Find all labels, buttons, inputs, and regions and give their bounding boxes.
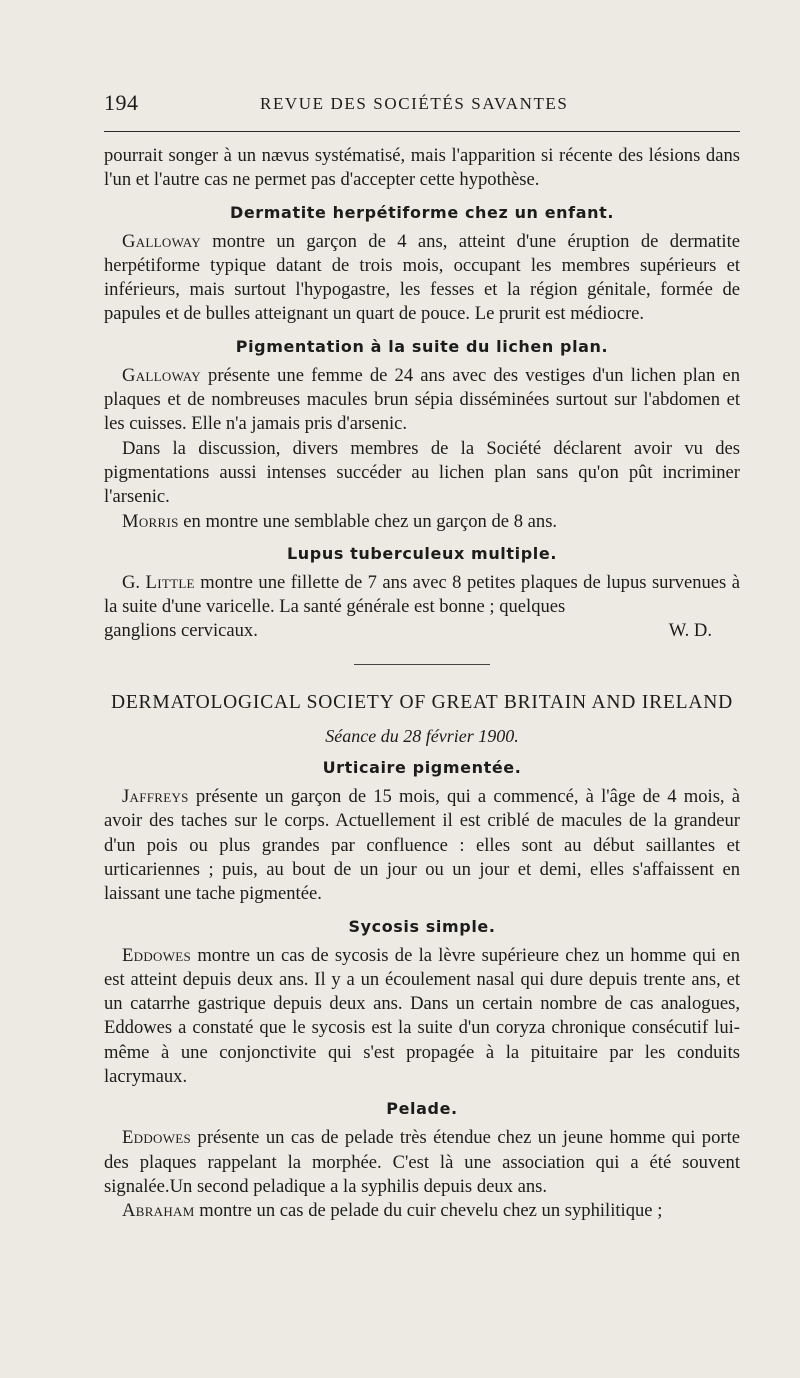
paragraph-text: montre un cas de sycosis de la lèvre supérieure chez un homme qui en est atteint depuis deux ans. Il y a un écoulement nasal qui dure depuis trente ans, et un catarrhe gastrique depuis deux ans. Dans un certain nombre de cas analogues, Eddowes a constaté que le sycosis est la suite d'un coryza chronique consécutif lui-même à une conjonctivite qui s'est propagée à la pituitaire par les conduits lacrymaux.: [104, 944, 740, 1088]
paragraph: [104, 1199, 740, 1223]
section-heading: Pigmentation à la suite du lichen plan.: [235, 336, 609, 356]
author-name: Eddowes: [122, 1127, 192, 1149]
paragraph: [104, 785, 740, 906]
header-rule: [104, 131, 740, 132]
paragraph-text: montre un cas de pelade du cuir chevelu chez un syphilitique ;: [194, 1200, 663, 1222]
author-name: Jaffreys: [122, 786, 189, 808]
article-body: [104, 144, 740, 1224]
author-name: Morris: [122, 510, 179, 532]
paragraph: [104, 364, 740, 437]
paragraph-text: présente un garçon de 15 mois, qui a commencé, à l'âge de 4 mois, à avoir des taches sur le corps. Actuellement il est criblé de macules de la grandeur d'un pois ou plus grandes par confluence : elles sont au début saillantes et urticariennes ; puis, au bout de un jour ou un jour et demi, elles s'affaissent en laissant une tache pigmentée.: [104, 786, 740, 905]
running-title: REVUE DES SOCIÉTÉS SAVANTES: [260, 94, 569, 113]
paragraph: [104, 230, 740, 327]
signature-line: [104, 619, 740, 643]
section-divider: [354, 664, 490, 665]
section-heading: Lupus tuberculeux multiple.: [287, 543, 557, 563]
signature: W. D.: [668, 620, 712, 642]
author-name: Galloway: [122, 230, 201, 252]
author-name: Abraham: [122, 1200, 195, 1222]
paragraph-text: montre un garçon de 4 ans, atteint d'une éruption de dermatite herpétiforme typique datant de trois mois, occupant les membres supérieurs et inférieurs, mais surtout l'hypogastre, les fesses et la région génitale, formée de papules et de bulles atteignant un quart de pouce. Le prurit est médiocre.: [104, 230, 740, 325]
paragraph: Dans la discussion, divers membres de la Société déclarent avoir vu des pigmentations aussi intenses succéder au lichen plan sans qu'on pût incriminer l'arsenic.: [104, 437, 740, 508]
paragraph: [104, 944, 740, 1090]
author-initial: G.: [122, 571, 146, 593]
section-heading: Urticaire pigmentée.: [322, 758, 522, 778]
seance-date: Séance du 28 février 1900.: [325, 725, 519, 746]
section-heading: Dermatite herpétiforme chez un enfant.: [229, 202, 615, 222]
paragraph-text: montre une fillette de 7 ans avec 8 petites plaques de lupus survenues à la suite d'une varicelle. La santé générale est bonne ; quelques: [104, 571, 741, 618]
page-header: [104, 90, 740, 120]
paragraph-text: présente un cas de pelade très étendue chez un jeune homme qui porte des plaques rappelant la morphée. C'est là une association qui a été souvent signalée.Un second peladique a la syphilis depuis deux ans.: [104, 1127, 740, 1197]
paragraph-text: présente une femme de 24 ans avec des vestiges d'un lichen plan en plaques et de nombreuses macules brun sépia disséminées surtout sur l'abdomen et les cuisses. Elle n'a jamais pris d'arsenic.: [104, 364, 740, 435]
society-title: DERMATOLOGICAL SOCIETY OF GREAT BRITAIN AND IRELAND: [110, 691, 734, 713]
author-name: Galloway: [122, 364, 201, 386]
page-number: 194: [104, 90, 139, 115]
paragraph: [104, 1126, 740, 1199]
section-heading: Sycosis simple.: [348, 916, 496, 936]
section-heading: Pelade.: [386, 1099, 458, 1119]
paragraph: [104, 510, 740, 534]
paragraph-text: en montre une semblable chez un garçon de 8 ans.: [178, 510, 558, 532]
paragraph-last-line: ganglions cervicaux.: [104, 620, 258, 642]
author-name: Eddowes: [122, 944, 192, 966]
paragraph: [104, 571, 740, 620]
author-name: Little: [145, 571, 195, 593]
paragraph: pourrait songer à un nævus systématisé, mais l'apparition si récente des lésions dans l'un et l'autre cas ne permet pas d'accepter cette hypothèse.: [104, 145, 740, 191]
